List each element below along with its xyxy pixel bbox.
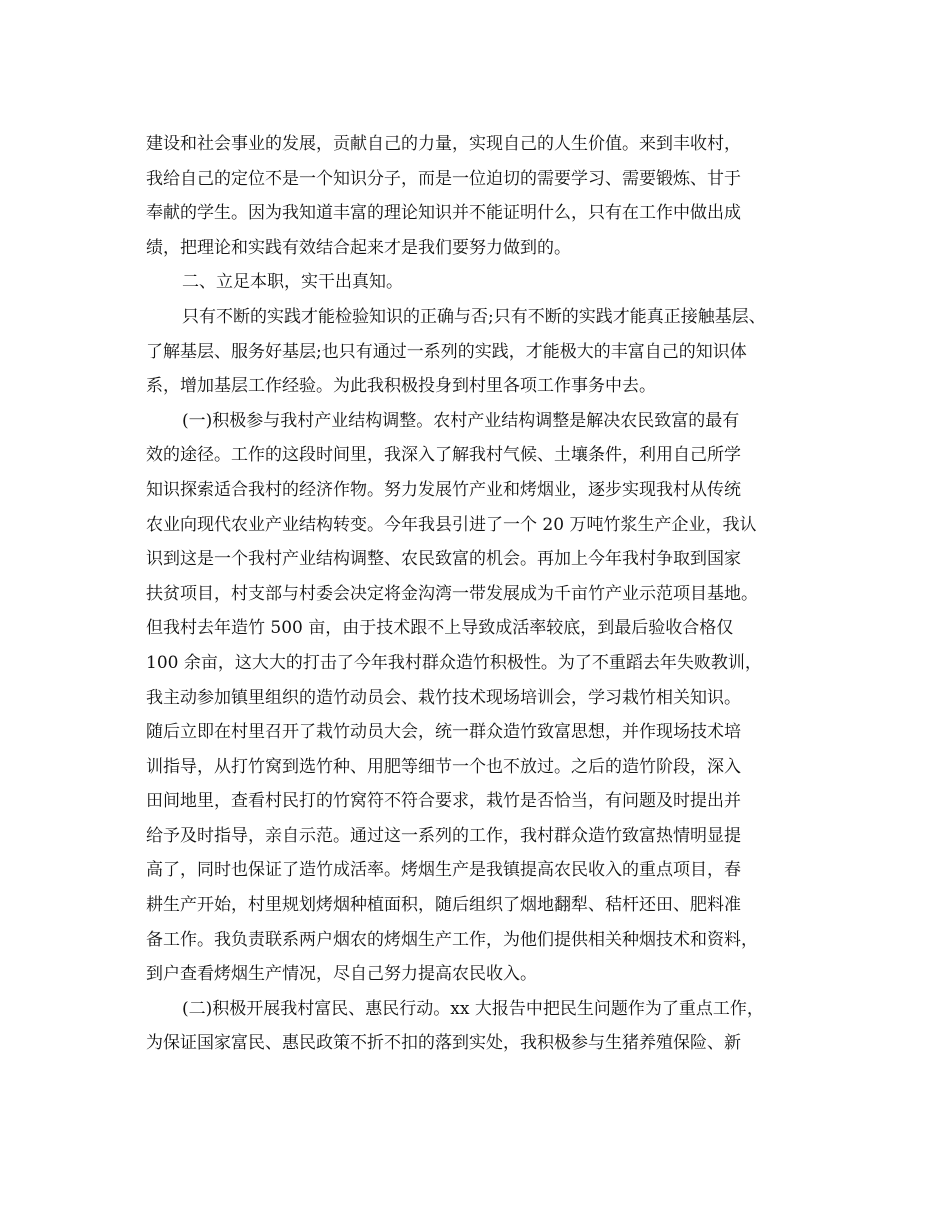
text-line: 建设和社会事业的发展，贡献自己的力量，实现自己的人生价值。来到丰收村， (146, 134, 741, 154)
text-line: 耕生产开始，村里规划烤烟种植面积，随后组织了烟地翻犁、秸杆还田、肥料准 (146, 895, 741, 916)
document-body (146, 127, 810, 1061)
text-line: 了解基层、服务好基层;也只有通过一系列的实践，才能极大的丰富自己的知识体 (146, 341, 747, 362)
text-line: 但我村去年造竹 500 亩，由于技术跟不上导致成活率较底，到最后验收合格仅 (146, 618, 734, 639)
text-line: 高了，同时也保证了造竹成活率。烤烟生产是我镇提高农民收入的重点项目，春 (146, 860, 741, 881)
section-heading: 二、立足本职，实干出真知。 (182, 272, 403, 293)
text-line: 训指导，从打竹窝到选竹种、用肥等细节一个也不放过。之后的造竹阶段，深入 (146, 756, 741, 777)
text-line: 效的途径。工作的这段时间里，我深入了解我村气候、土壤条件，利用自己所学 (146, 445, 741, 466)
text-line: (二)积极开展我村富民、惠民行动。xx 大报告中把民生问题作为了重点工作， (182, 998, 764, 1019)
text-line: 到户查看烤烟生产情况，尽自己努力提高农民收入。 (146, 964, 537, 985)
text-line: 给予及时指导，亲自示范。通过这一系列的工作，我村群众造竹致富热情明显提 (146, 825, 741, 846)
text-line: (一)积极参与我村产业结构调整。农村产业结构调整是解决农民致富的最有 (182, 410, 740, 431)
text-line: 备工作。我负责联系两户烟农的烤烟生产工作，为他们提供相关种烟技术和资料， (146, 929, 758, 950)
text-line: 系，增加基层工作经验。为此我积极投身到村里各项工作事务中去。 (146, 376, 656, 397)
text-line: 农业向现代农业产业结构转变。今年我县引进了一个 20 万吨竹浆生产企业，我认 (146, 514, 757, 535)
text-line: 随后立即在村里召开了栽竹动员大会，统一群众造竹致富思想，并作现场技术培 (146, 722, 741, 743)
text-line: 奉献的学生。因为我知道丰富的理论知识并不能证明什么，只有在工作中做出成 (146, 203, 741, 224)
text-line: 识到这是一个我村产业结构调整、农民致富的机会。再加上今年我村争取到国家 (146, 549, 741, 570)
text-line: 知识探索适合我村的经济作物。努力发展竹产业和烤烟业，逐步实现我村从传统 (146, 479, 741, 500)
text-line: 为保证国家富民、惠民政策不折不扣的落到实处，我积极参与生猪养殖保险、新 (146, 1033, 741, 1054)
text-line: 田间地里，查看村民打的竹窝符不符合要求，栽竹是否恰当，有问题及时提出并 (146, 791, 741, 812)
text-line: 只有不断的实践才能检验知识的正确与否;只有不断的实践才能真正接触基层、 (182, 306, 766, 327)
text-line: 我主动参加镇里组织的造竹动员会、栽竹技术现场培训会，学习栽竹相关知识。 (146, 687, 741, 708)
text-line: 扶贫项目，村支部与村委会决定将金沟湾一带发展成为千亩竹产业示范项目基地。 (146, 583, 758, 604)
text-line: 我给自己的定位不是一个知识分子，而是一位迫切的需要学习、需要锻炼、甘于 (146, 168, 741, 189)
text-line: 绩，把理论和实践有效结合起来才是我们要努力做到的。 (146, 237, 571, 258)
text-line: 100 余亩，这大大的打击了今年我村群众造竹积极性。为了不重蹈去年失败教训， (146, 652, 762, 673)
